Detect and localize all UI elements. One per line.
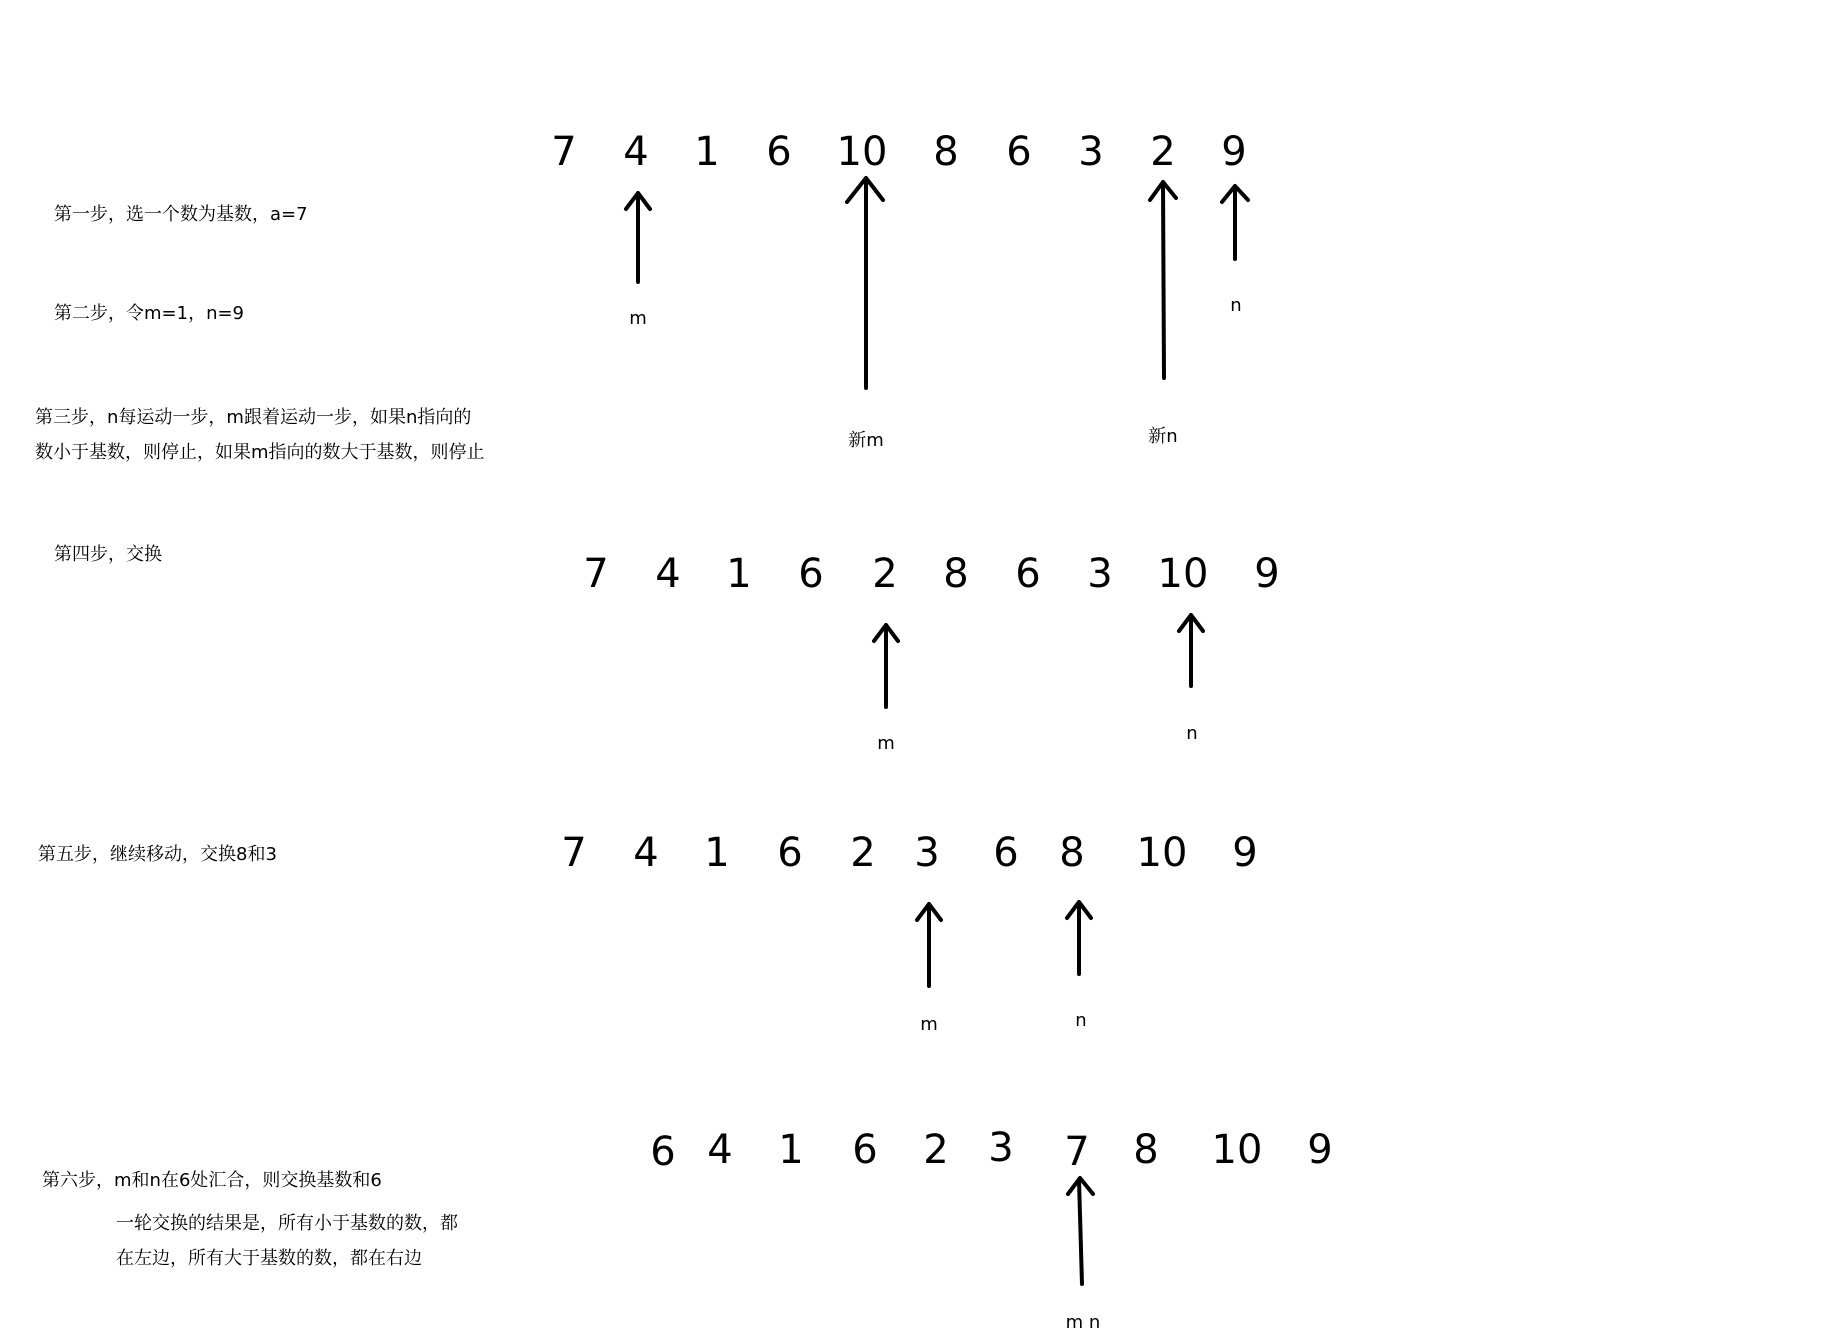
number-cell: 9 bbox=[1254, 551, 1280, 597]
pointer-label-m: m bbox=[629, 308, 647, 329]
arrow-up-icon bbox=[1222, 186, 1248, 259]
number-cell: 9 bbox=[1232, 830, 1258, 876]
number-cell: 4 bbox=[633, 830, 659, 876]
pointer-label-n: n bbox=[1230, 295, 1242, 316]
number-cell: 6 bbox=[993, 830, 1019, 876]
number-cell: 10 bbox=[1136, 830, 1188, 876]
number-cell: 8 bbox=[933, 129, 959, 175]
step-4-text: 第四步，交换 bbox=[54, 544, 162, 565]
number-cell: 1 bbox=[704, 830, 730, 876]
number-cell: 3 bbox=[914, 830, 940, 876]
number-row-final bbox=[650, 1125, 1332, 1175]
pointer-label-m: m bbox=[877, 733, 895, 754]
number-cell: 3 bbox=[988, 1125, 1014, 1171]
number-cell: 8 bbox=[1059, 830, 1085, 876]
step-6-text: 第六步，m和n在6处汇合，则交换基数和6 bbox=[42, 1170, 382, 1191]
pointers-row-after-swap-2 bbox=[917, 902, 1091, 1035]
number-cell: 1 bbox=[726, 551, 752, 597]
pointer-label-n: n bbox=[1075, 1010, 1087, 1031]
arrow-up-icon bbox=[1150, 182, 1176, 378]
conclusion-note-line-1: 一轮交换的结果是，所有小于基数的数，都 bbox=[116, 1213, 458, 1234]
number-cell: 1 bbox=[694, 129, 720, 175]
arrow-up-icon bbox=[1067, 902, 1091, 974]
number-cell: 8 bbox=[943, 551, 969, 597]
step-3-text-line-1: 第三步，n每运动一步，m跟着运动一步，如果n指向的 bbox=[35, 407, 472, 428]
number-cell: 4 bbox=[623, 129, 649, 175]
number-cell: 7 bbox=[551, 129, 577, 175]
number-cell: 10 bbox=[836, 129, 888, 175]
number-cell: 8 bbox=[1133, 1127, 1159, 1173]
number-cell: 6 bbox=[852, 1127, 878, 1173]
number-cell: 6 bbox=[1006, 129, 1032, 175]
arrow-up-icon bbox=[626, 193, 650, 282]
number-cell: 2 bbox=[872, 551, 898, 597]
arrow-up-icon bbox=[1068, 1178, 1093, 1284]
pointers-row-after-swap-1 bbox=[874, 615, 1203, 754]
number-cell: 6 bbox=[798, 551, 824, 597]
number-cell: 10 bbox=[1157, 551, 1209, 597]
pointer-label-new-m: 新m bbox=[848, 430, 884, 451]
number-cell: 2 bbox=[923, 1127, 949, 1173]
pointers-row-initial bbox=[626, 178, 1248, 451]
number-cell: 6 bbox=[777, 830, 803, 876]
arrow-up-icon bbox=[847, 178, 883, 388]
step-1-text: 第一步，选一个数为基数，a=7 bbox=[54, 204, 308, 225]
number-cell: 7 bbox=[583, 551, 609, 597]
number-cell: 9 bbox=[1307, 1127, 1333, 1173]
pointer-label-n: n bbox=[1186, 723, 1198, 744]
number-cell: 2 bbox=[850, 830, 876, 876]
arrow-up-icon bbox=[874, 625, 898, 707]
pointer-label-m: m bbox=[920, 1014, 938, 1035]
arrow-up-icon bbox=[1179, 615, 1203, 686]
number-cell: 4 bbox=[655, 551, 681, 597]
pointers-row-final bbox=[1066, 1178, 1101, 1333]
number-row-after-swap-1 bbox=[583, 551, 1279, 597]
number-cell: 4 bbox=[707, 1127, 733, 1173]
number-cell: 1 bbox=[778, 1127, 804, 1173]
number-cell: 6 bbox=[766, 129, 792, 175]
step-5-text: 第五步，继续移动，交换8和3 bbox=[38, 844, 277, 865]
number-cell: 10 bbox=[1211, 1127, 1263, 1173]
pointer-label-m-n: m n bbox=[1065, 1312, 1101, 1333]
number-cell: 9 bbox=[1221, 129, 1247, 175]
step-3-text-line-2: 数小于基数，则停止，如果m指向的数大于基数，则停止 bbox=[35, 442, 485, 463]
number-cell: 3 bbox=[1087, 551, 1113, 597]
number-cell: 7 bbox=[561, 830, 587, 876]
number-cell: 7 bbox=[1064, 1129, 1090, 1175]
arrow-up-icon bbox=[917, 904, 941, 986]
number-cell: 3 bbox=[1078, 129, 1104, 175]
number-row-initial bbox=[551, 129, 1246, 175]
number-row-after-swap-2 bbox=[561, 830, 1257, 876]
number-cell: 6 bbox=[1015, 551, 1041, 597]
number-cell: 2 bbox=[1150, 129, 1176, 175]
step-2-text: 第二步，令m=1，n=9 bbox=[54, 303, 245, 324]
conclusion-note-line-2: 在左边，所有大于基数的数，都在右边 bbox=[116, 1248, 422, 1269]
pointer-label-new-n: 新n bbox=[1148, 426, 1178, 447]
number-cell: 6 bbox=[650, 1129, 676, 1175]
